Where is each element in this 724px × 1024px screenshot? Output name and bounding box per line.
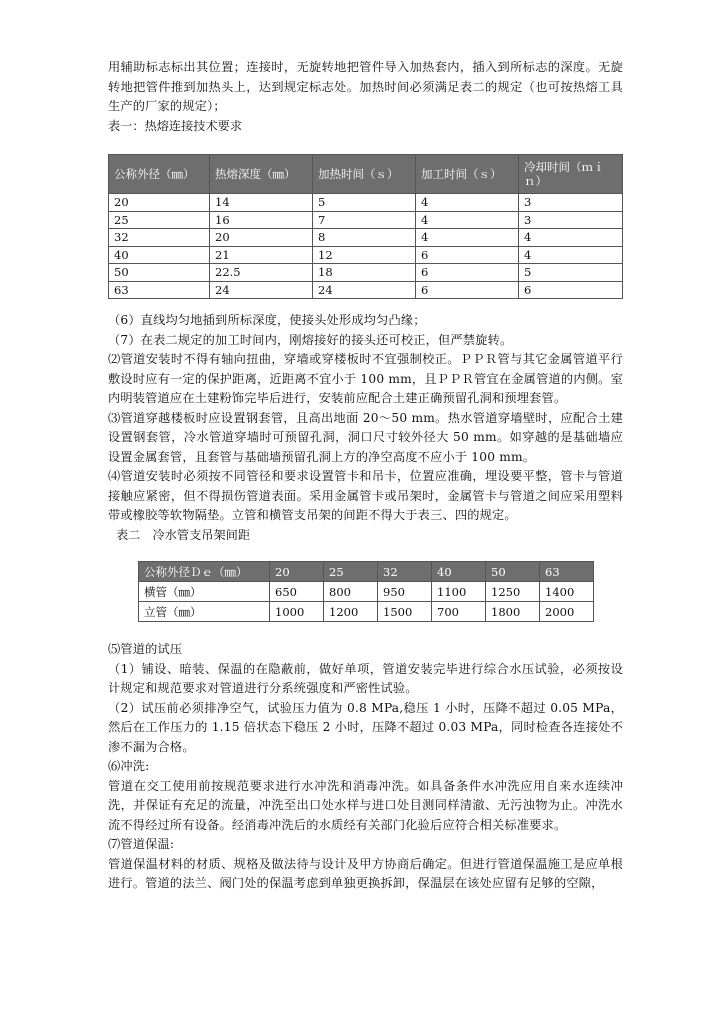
cell: 20 <box>210 229 313 247</box>
paragraph: ⑺管道保温: <box>108 837 175 851</box>
cell: 1000 <box>270 602 324 622</box>
table2-caption: 表二 冷水管支吊架间距 <box>116 527 251 542</box>
header-cell: 40 <box>432 562 486 582</box>
table-row <box>109 264 623 282</box>
cell: 1200 <box>324 602 378 622</box>
cell: 1100 <box>432 582 486 602</box>
cell: 25 <box>109 211 210 229</box>
cell: 21 <box>210 246 313 264</box>
cell: 6 <box>416 281 519 299</box>
header-cell: 63 <box>540 562 594 582</box>
cell: 4 <box>416 211 519 229</box>
support-spacing-table <box>138 561 594 622</box>
table-row <box>109 281 623 299</box>
cell: 63 <box>109 281 210 299</box>
cell: 5 <box>519 264 623 282</box>
intro-paragraph: 用辅助标志标出其位置；连接时，无旋转地把管件导入加热套内，插入到所标志的深度。无旋转地把管件推到加热头上，达到规定标志处。加热时间必须满足表二的规定（也可按热熔工具生产的厂家的规定）； <box>108 60 623 113</box>
cell: 3 <box>519 194 623 212</box>
cell: 4 <box>416 229 519 247</box>
paragraph: ⑶管道穿越楼板时应设置钢套管，且高出地面 20～50 mm。热水管道穿墙壁时，应配合土建设置钢套管，冷水管道穿墙时可预留孔洞，洞口尺寸较外径大 50 mm。如穿越的是基础墙应设置金属套管，且套管与基础墙预留孔洞上方的净空高度不应小于 100 mm。 <box>108 410 623 464</box>
paragraph: 管道保温材料的材质、规格及做法待与设计及甲方协商后确定。但进行管道保温施工是应单根进行。管道的法兰、阀门处的保温考虑到单独更换拆卸，保温层在该处应留有足够的空隙， <box>108 856 623 890</box>
header-melt-depth: 热熔深度（㎜） <box>210 155 313 194</box>
cell: 1800 <box>486 602 540 622</box>
header-outer-diameter: 公称外径（㎜） <box>109 155 210 194</box>
cell: 3 <box>519 211 623 229</box>
cell: 7 <box>313 211 416 229</box>
cell: 22.5 <box>210 264 313 282</box>
hot-melt-table <box>108 154 623 299</box>
table-row <box>139 582 594 602</box>
header-cell: 32 <box>378 562 432 582</box>
header-cell: 50 <box>486 562 540 582</box>
header-cool-time: 冷却时间（ｍｉｎ） <box>519 155 623 194</box>
cell: 1500 <box>378 602 432 622</box>
cell: 20 <box>109 194 210 212</box>
cell: 32 <box>109 229 210 247</box>
table-row <box>109 211 623 229</box>
cell: 横管（㎜） <box>139 582 270 602</box>
table1-caption: 表一：热熔连接技术要求 <box>108 118 243 133</box>
cell: 1250 <box>486 582 540 602</box>
header-cell: 20 <box>270 562 324 582</box>
cell: 800 <box>324 582 378 602</box>
table-header-row <box>109 155 623 194</box>
cell: 24 <box>210 281 313 299</box>
table-row <box>109 246 623 264</box>
header-cell: 公称外径Ｄｅ（㎜） <box>139 562 270 582</box>
cell: 18 <box>313 264 416 282</box>
cell: 50 <box>109 264 210 282</box>
paragraph: ⑵管道安装时不得有轴向扭曲，穿墙或穿楼板时不宜强制校正。ＰＰＲ管与其它金属管道平行敷设时应有一定的保护距离，近距离不宜小于 100 mm，且ＰＰＲ管宜在金属管道的内侧。室内明装管道应在土建粉饰完毕后进行，安装前应配合土建正确预留孔洞和预埋套管。 <box>108 352 623 405</box>
cell: 2000 <box>540 602 594 622</box>
header-heat-time: 加热时间（ｓ） <box>313 155 416 194</box>
header-process-time: 加工时间（ｓ） <box>416 155 519 194</box>
cell: 650 <box>270 582 324 602</box>
cell: 12 <box>313 246 416 264</box>
header-cell: 25 <box>324 562 378 582</box>
cell: 4 <box>519 246 623 264</box>
document-page <box>108 58 623 894</box>
cell: 6 <box>416 264 519 282</box>
cell: 700 <box>432 602 486 622</box>
paragraph: ⑷管道安装时必须按不同管径和要求设置管卡和吊卡，位置应准确，埋设要平整，管卡与管道接触应紧密，但不得损伤管道表面。采用金属管卡或吊架时，金属管卡与管道之间应采用塑料带或橡胶等软物隔垫。立管和横管支吊架的间距不得大于表三、四的规定。 <box>108 469 623 522</box>
paragraph: （1）铺设、暗装、保温的在隐蔽前，做好单项，管道安装完毕进行综合水压试验，必须按设计规定和规范要求对管道进行分系统强度和严密性试验。 <box>108 661 623 695</box>
cell: 6 <box>519 281 623 299</box>
cell: 4 <box>416 194 519 212</box>
cell: 8 <box>313 229 416 247</box>
cell: 立管（㎜） <box>139 602 270 622</box>
paragraph: （6）直线均匀地插到所标深度，使接头处形成均匀凸缘； <box>108 313 426 327</box>
paragraph: ⑹冲洗: <box>108 759 150 773</box>
cell: 4 <box>519 229 623 247</box>
cell: 16 <box>210 211 313 229</box>
cell: 1400 <box>540 582 594 602</box>
cell: 6 <box>416 246 519 264</box>
table-header-row <box>139 562 594 582</box>
cell: 950 <box>378 582 432 602</box>
table-row <box>109 194 623 212</box>
table-row <box>139 602 594 622</box>
paragraph: ⑸管道的试压 <box>108 642 183 656</box>
cell: 5 <box>313 194 416 212</box>
paragraph: 管道在交工使用前按规范要求进行水冲洗和消毒冲洗。如具备条件水冲洗应用自来水连续冲洗，并保证有充足的流量，冲洗至出口处水样与进口处目测同样清澈、无污浊物为止。冲洗水流不得经过所有设备。经消毒冲洗后的水质经有关部门化验后应符合相关标准要求。 <box>108 778 623 832</box>
table-row <box>109 229 623 247</box>
paragraph: （2）试压前必须排净空气，试验压力值为 0.8 MPa,稳压 1 小时，压降不超过 0.05 MPa，然后在工作压力的 1.15 倍状态下稳压 2 小时，压降不超过 0.03 MPa，同时检查各连接处不渗不漏为合格。 <box>108 700 623 754</box>
paragraph: （7）在表二规定的加工时间内，刚熔接好的接头还可校正，但严禁旋转。 <box>108 332 513 347</box>
cell: 40 <box>109 246 210 264</box>
cell: 24 <box>313 281 416 299</box>
cell: 14 <box>210 194 313 212</box>
